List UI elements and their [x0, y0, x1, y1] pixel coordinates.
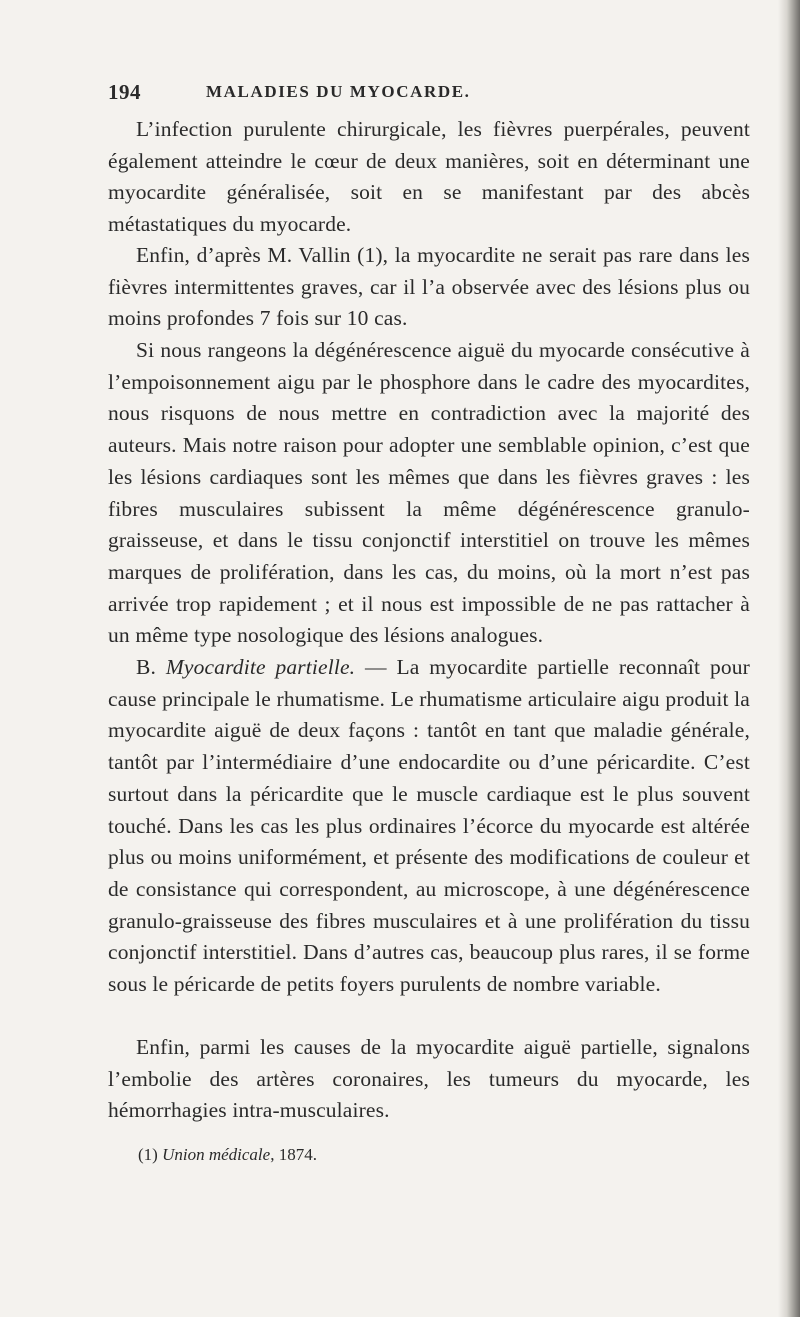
footnote-year: , 1874. — [270, 1145, 317, 1164]
footnote-marker: (1) — [138, 1145, 158, 1164]
section-letter: B. — [136, 655, 157, 679]
section-title: Myocardite partielle. — [165, 655, 356, 679]
running-title: MALADIES DU MYOCARDE. — [206, 82, 471, 101]
paragraph-other-causes: Enfin, parmi les causes de la myocardite aiguë partielle, signalons l’embolie des artères coronaires, les tumeurs du myocarde, les hémorrhagies intra-musculaires. — [108, 1035, 750, 1123]
footnote — [138, 1145, 317, 1165]
paragraph-phosphorus-poisoning: Si nous rangeons la dégénérescence aiguë du myocarde consécutive à l’empoisonnement aigu par le phosphore dans le cadre des myocardites, nous risquons de nous mettre en contradiction avec la majorité des auteurs. Mais notre raison pour adopter une semblable opinion, c’est que les lésions cardiaques sont les mêmes que dans les fièvres graves : les fibres musculaires subissent la même dégénérescence granulo-graisseuse, et dans le tissu conjonctif interstitiel on trouve les mêmes marques de prolifération, dans les cas, du moins, où la mort n’est pas arrivée trop rapidement ; et il nous est impossible de ne pas rattacher à un même type nosologique des lésions analogues. — [108, 338, 750, 648]
paragraph-partial-myocarditis — [108, 652, 750, 1001]
page-number: 194 — [108, 80, 141, 104]
footnote-source: Union médicale — [162, 1145, 271, 1164]
page-edge-shadow — [778, 0, 800, 1317]
paragraph-purulent-infection: L’infection purulente chirurgicale, les fièvres puerpérales, peuvent également atteindre le cœur de deux manières, soit en déterminant une myocardite généralisée, soit en se manifestant par des abcès métastatiques du myocarde. — [108, 117, 750, 237]
page-header — [108, 80, 748, 110]
section-text: — La myocardite partielle reconnaît pour cause principale le rhumatisme. Le rhumatisme articulaire aigu produit la myocardite aiguë de deux façons : tantôt en tant que maladie générale, tantôt par l’intermédiaire d’une endocardite ou d’une péricardite. C’est surtout dans la péricardite que le muscle cardiaque est le plus souvent touché. Dans les cas les plus ordinaires l’écorce du myocarde est altérée plus ou moins uniformément, et présente des modifications de couleur et de consistance qui correspondent, au microscope, à une dégénérescence granulo-graisseuse des fibres musculaires et à une prolifération du tissu conjonctif interstitiel. Dans d’autres cas, beaucoup plus rares, il se forme sous le péricarde de petits foyers purulents de nombre variable. — [108, 655, 750, 997]
paragraph-intermittent-fevers: Enfin, d’après M. Vallin (1), la myocardite ne serait pas rare dans les fièvres intermittentes graves, car il l’a observée avec des lésions plus ou moins profondes 7 fois sur 10 cas. — [108, 243, 750, 331]
